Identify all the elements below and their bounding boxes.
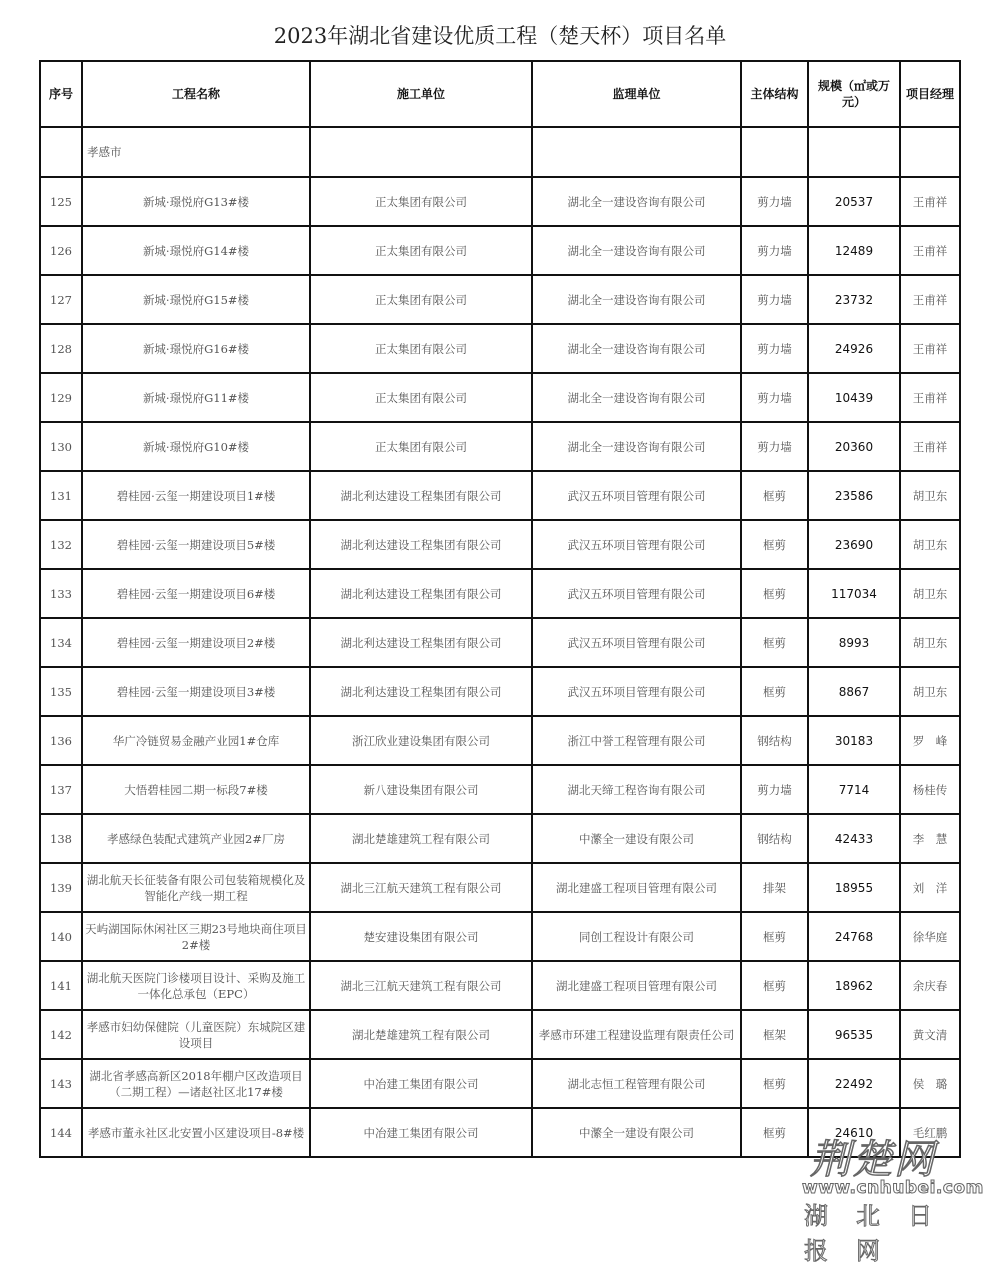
scale-cell: 22492: [808, 1059, 900, 1108]
project-name-cell: 碧桂园·云玺一期建设项目3#楼: [82, 667, 310, 716]
seq-cell: 131: [40, 471, 82, 520]
seq-cell: 139: [40, 863, 82, 912]
manager-cell: 胡卫东: [900, 569, 960, 618]
header-structure: 主体结构: [741, 61, 808, 127]
project-list-table: [39, 60, 961, 1158]
table-row: [40, 667, 960, 716]
structure-cell: 框剪: [741, 618, 808, 667]
structure-cell: 剪力墙: [741, 765, 808, 814]
supervisor-cell: 中瀿全一建设有限公司: [532, 1108, 741, 1157]
structure-cell: 剪力墙: [741, 226, 808, 275]
table-row: [40, 569, 960, 618]
table-row: [40, 814, 960, 863]
table-row: [40, 1108, 960, 1157]
header-contractor: 施工单位: [310, 61, 532, 127]
contractor-cell: 湖北楚雄建筑工程有限公司: [310, 814, 532, 863]
project-name-cell: 碧桂园·云玺一期建设项目5#楼: [82, 520, 310, 569]
structure-cell: 框剪: [741, 1108, 808, 1157]
supervisor-cell: 湖北全一建设咨询有限公司: [532, 324, 741, 373]
manager-cell: 毛红鹏: [900, 1108, 960, 1157]
contractor-cell: 湖北利达建设工程集团有限公司: [310, 569, 532, 618]
seq-cell: 126: [40, 226, 82, 275]
manager-cell: 胡卫东: [900, 471, 960, 520]
contractor-cell: 正太集团有限公司: [310, 422, 532, 471]
seq-cell: 141: [40, 961, 82, 1010]
supervisor-cell: 湖北全一建设咨询有限公司: [532, 177, 741, 226]
scale-cell: 8867: [808, 667, 900, 716]
structure-cell: 钢结构: [741, 814, 808, 863]
watermark-url: www.cnhubei.com: [802, 1178, 984, 1198]
project-name-cell: 湖北省孝感高新区2018年棚户区改造项目（二期工程）—诸赵社区北17#楼: [82, 1059, 310, 1108]
table-row: [40, 716, 960, 765]
header-scale: 规模（㎡或万元）: [808, 61, 900, 127]
seq-cell: 140: [40, 912, 82, 961]
scale-cell: 12489: [808, 226, 900, 275]
structure-cell: 框剪: [741, 667, 808, 716]
contractor-cell: 正太集团有限公司: [310, 177, 532, 226]
table-row: [40, 765, 960, 814]
table-row: [40, 373, 960, 422]
project-name-cell: 湖北航天医院门诊楼项目设计、采购及施工一体化总承包（EPC）: [82, 961, 310, 1010]
table-row: [40, 226, 960, 275]
project-name-cell: 新城·璟悦府G11#楼: [82, 373, 310, 422]
manager-cell: 王甫祥: [900, 324, 960, 373]
scale-cell: 8993: [808, 618, 900, 667]
project-name-cell: 湖北航天长征装备有限公司包装箱规模化及智能化产线一期工程: [82, 863, 310, 912]
seq-cell: 128: [40, 324, 82, 373]
supervisor-cell: 湖北建盛工程项目管理有限公司: [532, 863, 741, 912]
scale-cell: 96535: [808, 1010, 900, 1059]
contractor-cell: 中冶建工集团有限公司: [310, 1059, 532, 1108]
project-name-cell: 大悟碧桂园二期一标段7#楼: [82, 765, 310, 814]
supervisor-cell: 孝感市环建工程建设监理有限责任公司: [532, 1010, 741, 1059]
contractor-cell: 湖北利达建设工程集团有限公司: [310, 667, 532, 716]
watermark-logo: 荆楚网: [810, 1137, 936, 1183]
supervisor-cell: 武汉五环项目管理有限公司: [532, 569, 741, 618]
manager-cell: 罗 峰: [900, 716, 960, 765]
scale-cell: 20537: [808, 177, 900, 226]
structure-cell: 框架: [741, 1010, 808, 1059]
header-seq: 序号: [40, 61, 82, 127]
project-name-cell: 新城·璟悦府G16#楼: [82, 324, 310, 373]
structure-cell: 框剪: [741, 569, 808, 618]
project-name-cell: 华广冷链贸易金融产业园1#仓库: [82, 716, 310, 765]
seq-cell: 136: [40, 716, 82, 765]
table-row: [40, 1059, 960, 1108]
project-name-cell: 新城·璟悦府G10#楼: [82, 422, 310, 471]
contractor-cell: 楚安建设集团有限公司: [310, 912, 532, 961]
table-row: [40, 422, 960, 471]
supervisor-cell: 同创工程设计有限公司: [532, 912, 741, 961]
project-name-cell: 孝感市妇幼保健院（儿童医院）东城院区建设项目: [82, 1010, 310, 1059]
table-row: [40, 520, 960, 569]
scale-cell: 10439: [808, 373, 900, 422]
seq-cell: 130: [40, 422, 82, 471]
contractor-cell: 湖北三江航天建筑工程有限公司: [310, 863, 532, 912]
table-row: [40, 863, 960, 912]
contractor-cell: 正太集团有限公司: [310, 226, 532, 275]
structure-cell: 剪力墙: [741, 177, 808, 226]
supervisor-cell: 湖北全一建设咨询有限公司: [532, 226, 741, 275]
manager-cell: 刘 洋: [900, 863, 960, 912]
scale-cell: 24610: [808, 1108, 900, 1157]
city-empty-cell: [532, 127, 741, 177]
table-row: [40, 961, 960, 1010]
structure-cell: 排架: [741, 863, 808, 912]
manager-cell: 杨桂传: [900, 765, 960, 814]
seq-cell: 132: [40, 520, 82, 569]
scale-cell: 18955: [808, 863, 900, 912]
structure-cell: 框剪: [741, 961, 808, 1010]
supervisor-cell: 武汉五环项目管理有限公司: [532, 471, 741, 520]
contractor-cell: 正太集团有限公司: [310, 324, 532, 373]
manager-cell: 王甫祥: [900, 373, 960, 422]
project-name-cell: 天屿湖国际休闲社区三期23号地块商住项目2#楼: [82, 912, 310, 961]
structure-cell: 剪力墙: [741, 422, 808, 471]
table-row: [40, 275, 960, 324]
structure-cell: 剪力墙: [741, 324, 808, 373]
manager-cell: 胡卫东: [900, 667, 960, 716]
scale-cell: 23690: [808, 520, 900, 569]
table-row: [40, 912, 960, 961]
city-empty-cell: [741, 127, 808, 177]
supervisor-cell: 武汉五环项目管理有限公司: [532, 520, 741, 569]
project-name-cell: 碧桂园·云玺一期建设项目1#楼: [82, 471, 310, 520]
seq-cell: 144: [40, 1108, 82, 1157]
contractor-cell: 正太集团有限公司: [310, 275, 532, 324]
document-title: 2023年湖北省建设优质工程（楚天杯）项目名单: [273, 24, 727, 48]
manager-cell: 胡卫东: [900, 520, 960, 569]
manager-cell: 胡卫东: [900, 618, 960, 667]
supervisor-cell: 武汉五环项目管理有限公司: [532, 667, 741, 716]
project-name-cell: 孝感市董永社区北安置小区建设项目-8#楼: [82, 1108, 310, 1157]
structure-cell: 框剪: [741, 520, 808, 569]
structure-cell: 框剪: [741, 912, 808, 961]
project-name-cell: 新城·璟悦府G13#楼: [82, 177, 310, 226]
structure-cell: 钢结构: [741, 716, 808, 765]
supervisor-cell: 湖北志恒工程管理有限公司: [532, 1059, 741, 1108]
supervisor-cell: 湖北天缔工程咨询有限公司: [532, 765, 741, 814]
header-manager: 项目经理: [900, 61, 960, 127]
contractor-cell: 中冶建工集团有限公司: [310, 1108, 532, 1157]
contractor-cell: 浙江欣业建设集团有限公司: [310, 716, 532, 765]
scale-cell: 117034: [808, 569, 900, 618]
contractor-cell: 正太集团有限公司: [310, 373, 532, 422]
project-name-cell: 孝感绿色装配式建筑产业园2#厂房: [82, 814, 310, 863]
seq-cell: 133: [40, 569, 82, 618]
manager-cell: 侯 璐: [900, 1059, 960, 1108]
city-group-row: [40, 127, 960, 177]
seq-cell: 134: [40, 618, 82, 667]
scale-cell: 7714: [808, 765, 900, 814]
table-row: [40, 471, 960, 520]
table-row: [40, 1010, 960, 1059]
seq-cell: 129: [40, 373, 82, 422]
header-supervisor: 监理单位: [532, 61, 741, 127]
structure-cell: 剪力墙: [741, 373, 808, 422]
seq-cell: 127: [40, 275, 82, 324]
watermark-site-name: 湖北日报网: [804, 1202, 960, 1265]
supervisor-cell: 湖北全一建设咨询有限公司: [532, 275, 741, 324]
scale-cell: 23586: [808, 471, 900, 520]
seq-cell: 135: [40, 667, 82, 716]
contractor-cell: 湖北楚雄建筑工程有限公司: [310, 1010, 532, 1059]
city-name: 孝感市: [82, 127, 310, 177]
city-empty-cell: [900, 127, 960, 177]
scale-cell: 24768: [808, 912, 900, 961]
supervisor-cell: 武汉五环项目管理有限公司: [532, 618, 741, 667]
manager-cell: 王甫祥: [900, 275, 960, 324]
table-row: [40, 618, 960, 667]
manager-cell: 王甫祥: [900, 226, 960, 275]
header-row: [40, 61, 960, 127]
seq-cell: 138: [40, 814, 82, 863]
city-empty-cell: [310, 127, 532, 177]
scale-cell: 42433: [808, 814, 900, 863]
table-row: [40, 324, 960, 373]
scale-cell: 30183: [808, 716, 900, 765]
city-seq-cell: [40, 127, 82, 177]
manager-cell: 王甫祥: [900, 422, 960, 471]
scale-cell: 23732: [808, 275, 900, 324]
seq-cell: 137: [40, 765, 82, 814]
table-row: [40, 177, 960, 226]
project-name-cell: 碧桂园·云玺一期建设项目6#楼: [82, 569, 310, 618]
manager-cell: 余庆春: [900, 961, 960, 1010]
city-empty-cell: [808, 127, 900, 177]
seq-cell: 142: [40, 1010, 82, 1059]
manager-cell: 李 慧: [900, 814, 960, 863]
project-name-cell: 新城·璟悦府G14#楼: [82, 226, 310, 275]
supervisor-cell: 浙江中誉工程管理有限公司: [532, 716, 741, 765]
project-name-cell: 新城·璟悦府G15#楼: [82, 275, 310, 324]
contractor-cell: 湖北三江航天建筑工程有限公司: [310, 961, 532, 1010]
contractor-cell: 湖北利达建设工程集团有限公司: [310, 471, 532, 520]
manager-cell: 徐华庭: [900, 912, 960, 961]
manager-cell: 黄文清: [900, 1010, 960, 1059]
supervisor-cell: 中瀿全一建设有限公司: [532, 814, 741, 863]
structure-cell: 框剪: [741, 471, 808, 520]
contractor-cell: 新八建设集团有限公司: [310, 765, 532, 814]
scale-cell: 20360: [808, 422, 900, 471]
project-name-cell: 碧桂园·云玺一期建设项目2#楼: [82, 618, 310, 667]
seq-cell: 143: [40, 1059, 82, 1108]
header-project-name: 工程名称: [82, 61, 310, 127]
contractor-cell: 湖北利达建设工程集团有限公司: [310, 618, 532, 667]
scale-cell: 24926: [808, 324, 900, 373]
contractor-cell: 湖北利达建设工程集团有限公司: [310, 520, 532, 569]
structure-cell: 框剪: [741, 1059, 808, 1108]
seq-cell: 125: [40, 177, 82, 226]
structure-cell: 剪力墙: [741, 275, 808, 324]
manager-cell: 王甫祥: [900, 177, 960, 226]
supervisor-cell: 湖北全一建设咨询有限公司: [532, 373, 741, 422]
supervisor-cell: 湖北全一建设咨询有限公司: [532, 422, 741, 471]
supervisor-cell: 湖北建盛工程项目管理有限公司: [532, 961, 741, 1010]
scale-cell: 18962: [808, 961, 900, 1010]
